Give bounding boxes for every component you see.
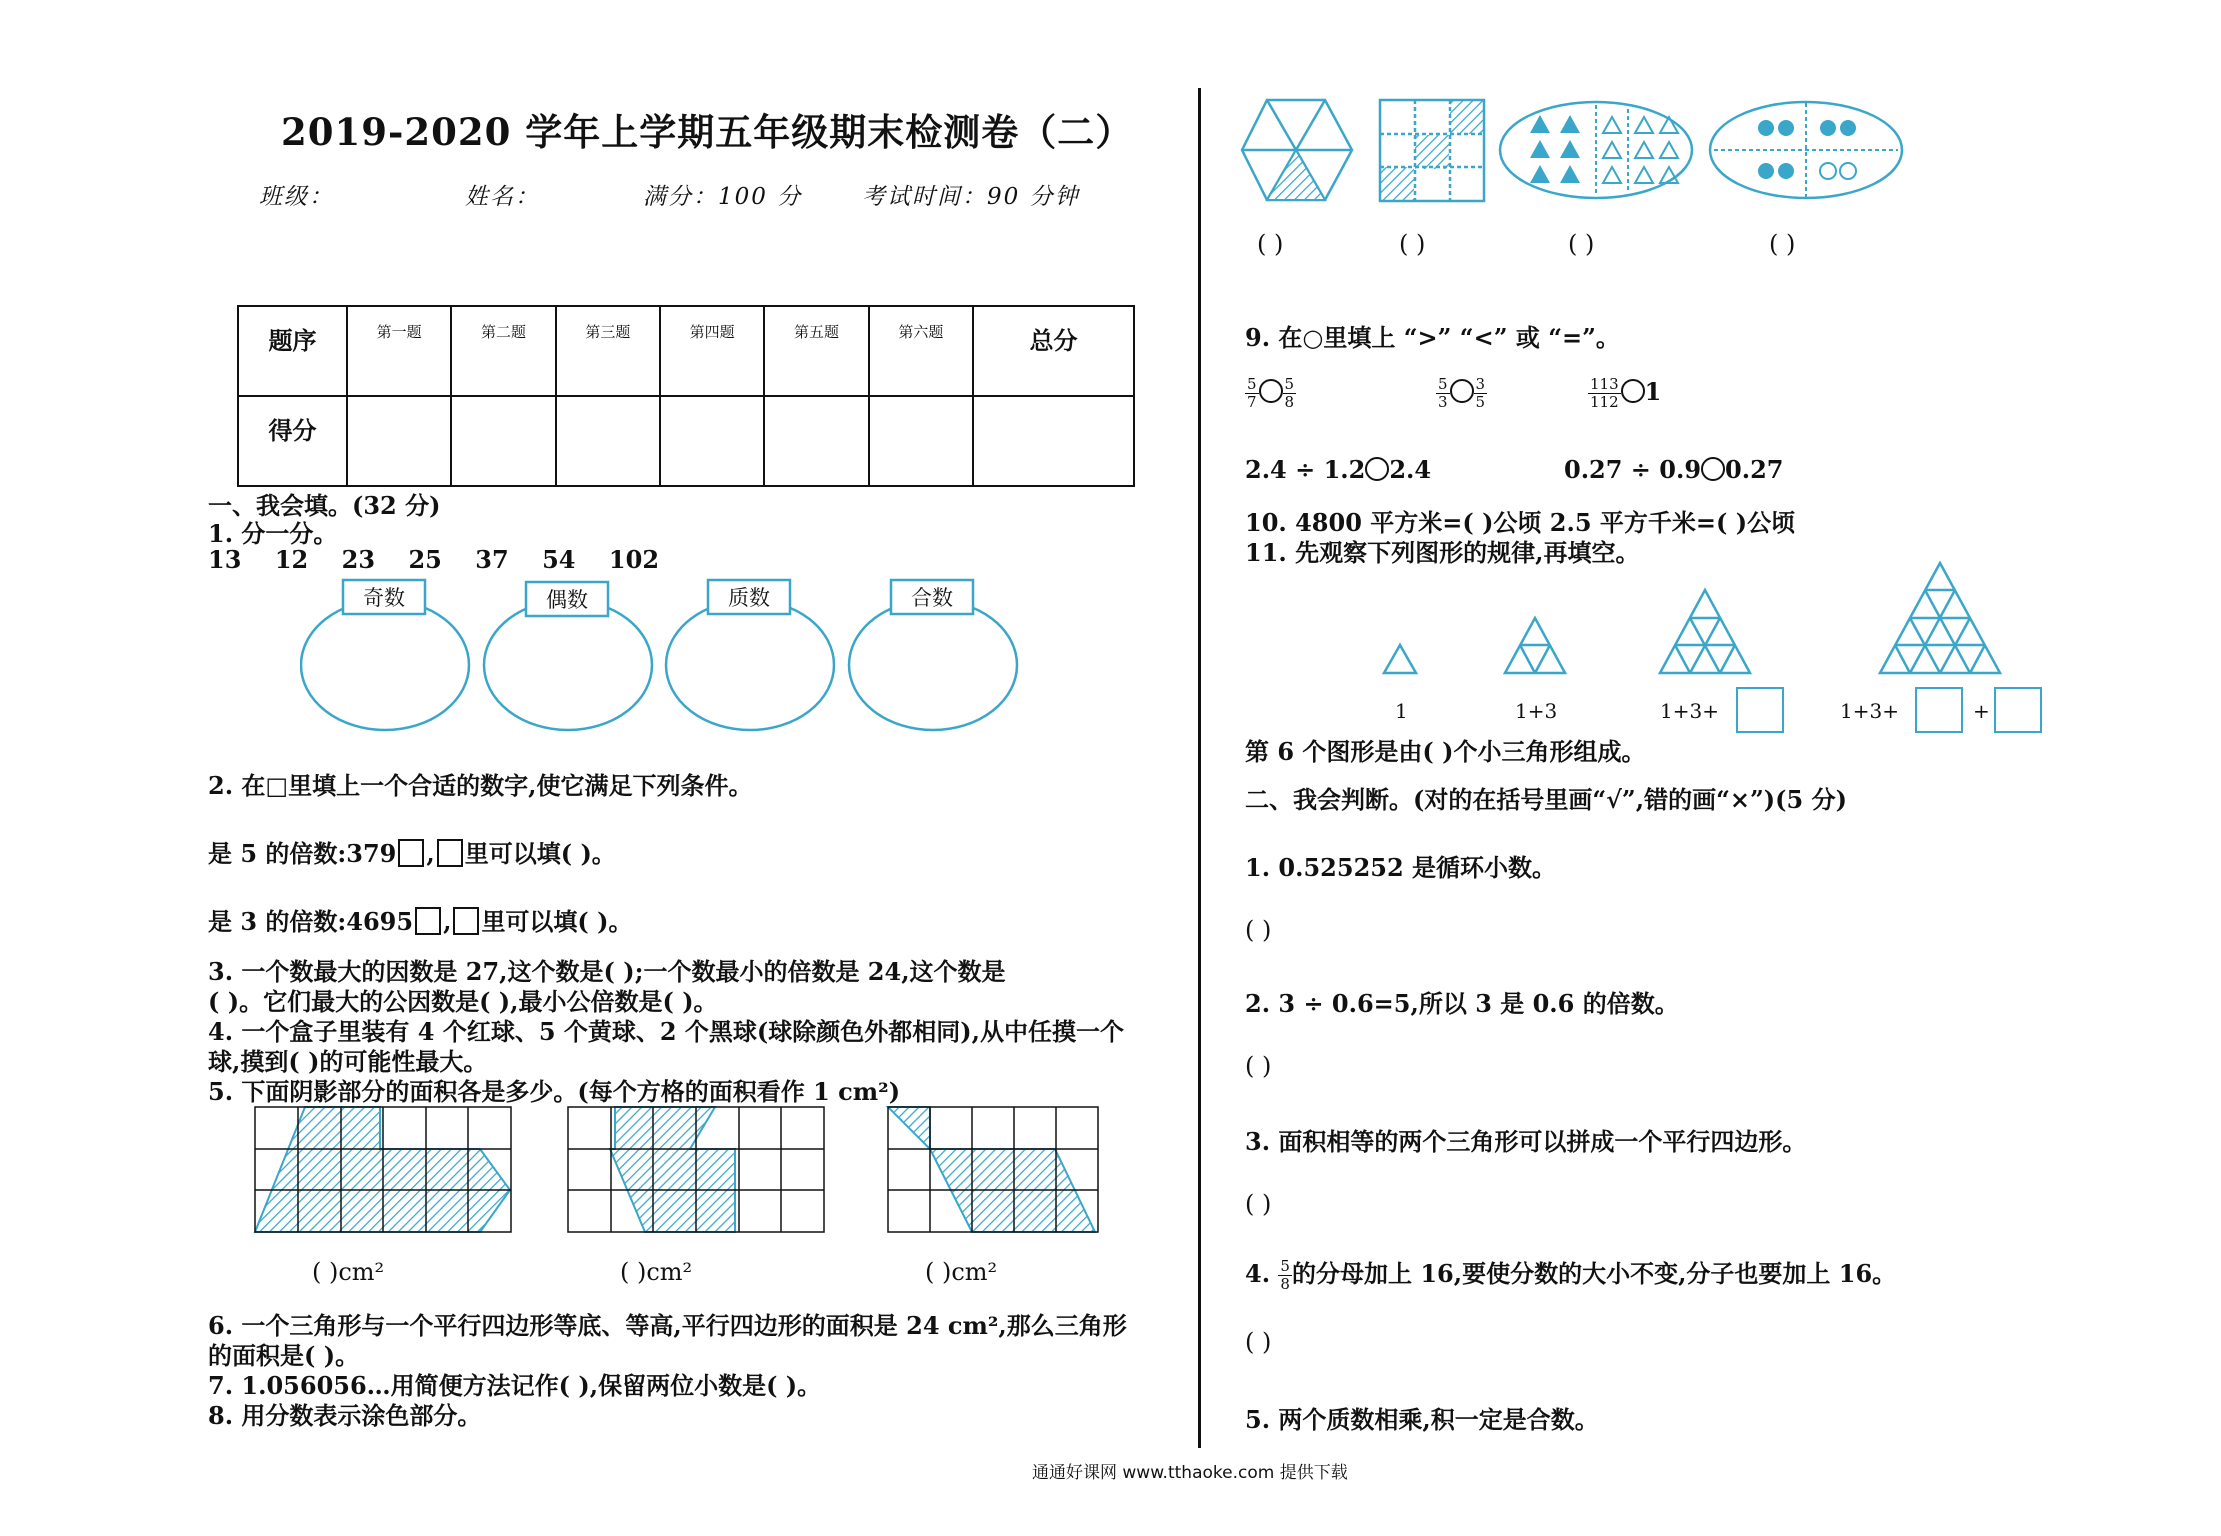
q2b-text: 是 3 的倍数:4695 (208, 907, 414, 936)
table-header-cell: 第五题 (764, 306, 868, 396)
denominator: 5 (1475, 393, 1486, 411)
q8-answer-2: ( ) (1399, 230, 1426, 258)
numerator: 3 (1475, 375, 1486, 393)
question-4-line2: 球,摸到( )的可能性最大。 (208, 1047, 488, 1076)
digit-box (437, 839, 463, 867)
compare-circle[interactable] (1701, 457, 1725, 481)
q5-answer-2: ( )cm² (620, 1258, 693, 1286)
q9-compare-4 (1245, 455, 1431, 484)
pattern-label-1: 1 (1395, 699, 1408, 723)
fraction (1245, 376, 1259, 411)
q2b-answer: 里可以填( )。 (481, 907, 633, 936)
table-header-cell: 第二题 (451, 306, 555, 396)
digit-box (453, 907, 479, 935)
fraction (1436, 376, 1450, 411)
table-row-label: 得分 (238, 396, 347, 486)
q8-answer-1: ( ) (1257, 230, 1284, 258)
judge-4 (1245, 1254, 1896, 1293)
judge-3: 3. 面积相等的两个三角形可以拼成一个平行四边形。 (1245, 1127, 1807, 1156)
score-cell[interactable] (660, 396, 764, 486)
q8-answer-4: ( ) (1769, 230, 1796, 258)
q2a-answer: 里可以填( )。 (464, 839, 616, 868)
pattern-label-4: 1+3+ (1840, 699, 1899, 723)
digit-box[interactable] (415, 907, 441, 935)
question-11-answer: 第 6 个图形是由( )个小三角形组成。 (1245, 737, 1646, 766)
question-6-line1: 6. 一个三角形与一个平行四边形等底、等高,平行四边形的面积是 24 cm²,那么三角形 (208, 1311, 1127, 1340)
question-10: 10. 4800 平方米=( )公顷 2.5 平方千米=( )公顷 (1245, 508, 1796, 537)
score-cell[interactable] (347, 396, 451, 486)
class-field-label: 班级： (259, 184, 334, 210)
score-cell[interactable] (869, 396, 973, 486)
compare-circle[interactable] (1365, 457, 1389, 481)
fraction-figures (1240, 95, 1910, 210)
table-header-cell: 第三题 (556, 306, 660, 396)
section-2-heading: 二、我会判断。(对的在括号里画“√”,错的画“×”)(5 分) (1245, 785, 1847, 814)
q2a-text: 是 5 的倍数:379 (208, 839, 397, 868)
question-2a (208, 834, 616, 869)
name-field-label: 姓名： (465, 184, 540, 210)
compare-circle[interactable] (1259, 379, 1283, 403)
fraction (1588, 376, 1621, 411)
question-5: 5. 下面阴影部分的面积各是多少。(每个方格的面积看作 1 cm²) (208, 1077, 901, 1106)
numerator: 5 (1280, 1257, 1290, 1275)
question-7: 7. 1.056056…用简便方法记作( ),保留两位小数是( )。 (208, 1371, 822, 1400)
even-label: 偶数 (546, 588, 588, 612)
score-cell[interactable] (556, 396, 660, 486)
numerator: 5 (1438, 375, 1448, 393)
denominator: 8 (1284, 393, 1295, 411)
fraction (1278, 1258, 1292, 1293)
judge-4-text: 的分母加上 16,要使分数的大小不变,分子也要加上 16。 (1291, 1259, 1897, 1288)
question-1: 1. 分一分。 (208, 519, 338, 548)
q9-compare-1 (1245, 376, 1296, 411)
denominator: 8 (1280, 1275, 1290, 1293)
numerator: 113 (1590, 375, 1619, 393)
question-11: 11. 先观察下列图形的规律,再填空。 (1245, 538, 1640, 567)
fraction (1283, 376, 1297, 411)
full-score-label: 满分：100 分 (643, 184, 803, 210)
judge-2: 2. 3 ÷ 0.6=5,所以 3 是 0.6 的倍数。 (1245, 989, 1679, 1018)
q8-answer-3: ( ) (1568, 230, 1595, 258)
footer-credit: 通通好课网 www.tthaoke.com 提供下载 (1032, 1463, 1348, 1483)
q5-answer-1: ( )cm² (312, 1258, 385, 1286)
triangle-pattern (1375, 560, 2055, 735)
compare-value: 1 (1644, 377, 1662, 406)
expression: 2.4 ÷ 1.2 (1245, 455, 1366, 484)
numerator: 5 (1247, 375, 1257, 393)
numerator: 5 (1284, 375, 1295, 393)
judge-2-answer[interactable]: ( ) (1245, 1052, 1272, 1080)
composite-label: 合数 (911, 586, 953, 610)
compare-value: 2.4 (1389, 455, 1432, 484)
compare-circle[interactable] (1621, 379, 1645, 403)
pattern-label-2: 1+3 (1515, 699, 1558, 723)
judge-5: 5. 两个质数相乘,积一定是合数。 (1245, 1405, 1599, 1434)
pattern-plus: + (1973, 699, 1990, 723)
prime-label: 质数 (728, 586, 770, 610)
page-title: 2019-2020 学年上学期五年级期末检测卷（二） (281, 110, 1134, 154)
question-3-line2: ( )。它们最大的公因数是( ),最小公倍数是( )。 (208, 987, 718, 1016)
q9-compare-2 (1436, 376, 1487, 411)
denominator: 112 (1590, 393, 1619, 411)
q5-answer-3: ( )cm² (925, 1258, 998, 1286)
judge-4-number: 4. (1245, 1259, 1271, 1288)
denominator: 7 (1247, 393, 1257, 411)
exam-time-label: 考试时间：90 分钟 (862, 184, 1080, 210)
table-header-cell: 第四题 (660, 306, 764, 396)
q9-compare-5 (1564, 455, 1783, 484)
judge-1: 1. 0.525252 是循环小数。 (1245, 853, 1557, 882)
fraction (1474, 376, 1488, 411)
score-cell[interactable] (451, 396, 555, 486)
question-4-line1: 4. 一个盒子里装有 4 个红球、5 个黄球、2 个黑球(球除颜色外都相同),从中任摸一个 (208, 1017, 1124, 1046)
score-cell[interactable] (764, 396, 868, 486)
denominator: 3 (1438, 393, 1448, 411)
table-header-cell: 第六题 (869, 306, 973, 396)
shaded-grid-figures (250, 1102, 1110, 1242)
number-list: 13 12 23 25 37 54 102 (208, 545, 660, 574)
judge-1-answer[interactable]: ( ) (1245, 916, 1272, 944)
table-header-cell: 题序 (238, 306, 347, 396)
q2b-comma: , (443, 907, 452, 936)
compare-value: 0.27 (1725, 455, 1784, 484)
question-8: 8. 用分数表示涂色部分。 (208, 1401, 482, 1430)
judge-4-answer[interactable]: ( ) (1245, 1328, 1272, 1356)
score-table (237, 305, 1135, 487)
table-header-cell: 总分 (973, 306, 1134, 396)
question-6-line2: 的面积是( )。 (208, 1341, 360, 1370)
expression: 0.27 ÷ 0.9 (1564, 455, 1702, 484)
odd-label: 奇数 (363, 586, 405, 610)
table-header-cell: 第一题 (347, 306, 451, 396)
q9-compare-3 (1588, 376, 1661, 411)
score-cell[interactable] (973, 396, 1134, 486)
question-2-text: 2. 在□里填上一个合适的数字,使它满足下列条件。 (208, 771, 753, 800)
section-1-heading: 一、我会填。(32 分) (208, 491, 441, 520)
question-2 (208, 766, 752, 801)
digit-box[interactable] (398, 839, 424, 867)
question-3-line1: 3. 一个数最大的因数是 27,这个数是( );一个数最小的倍数是 24,这个数是 (208, 957, 1006, 986)
judge-3-answer[interactable]: ( ) (1245, 1190, 1272, 1218)
pattern-label-3: 1+3+ (1660, 699, 1719, 723)
question-2b (208, 902, 633, 937)
classification-circles (300, 575, 1060, 735)
column-divider (1198, 88, 1201, 1448)
compare-circle[interactable] (1450, 379, 1474, 403)
question-9: 9. 在○里填上 “>” “<” 或 “=”。 (1245, 323, 1620, 352)
q2a-comma: , (426, 839, 435, 868)
